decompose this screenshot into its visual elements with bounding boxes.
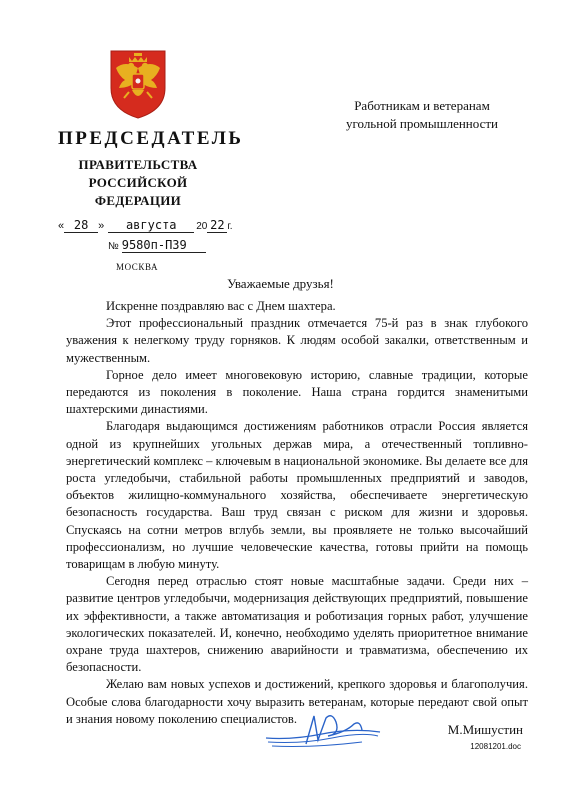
- date-year-suffix: 22: [207, 218, 227, 233]
- paragraph: Этот профессиональный праздник отмечается 75-й раз в знак глубокого уважения к нелегкому труду горняков. К людям особой закалки, ответственным и мужественным.: [66, 316, 528, 365]
- city-label: МОСКВА: [116, 262, 159, 272]
- document-number: [108, 238, 206, 253]
- document-reference: 12081201.doc: [470, 742, 521, 751]
- greeting: Уважаемые друзья!: [227, 276, 334, 291]
- letterhead-subtitle: [58, 156, 218, 210]
- handwritten-signature-icon: [262, 710, 382, 752]
- paragraph: Благодаря выдающимся достижениям работников отрасли Россия является одной из крупнейших угольных держав мира, а отечественный топливно-энергетический комплекс – ключевым в национальной экономике. Вы делаете все для роста угледобычи, стабильной работы промышленных предприятий и заводов, объектов жилищно-коммунального хозяйства, обеспечиваете энергетическую безопасность государства. Ваш труд связан с риском для жизни и здоровья. Спускаясь на сотни метров вглубь земли, вы проявляете не только высочайший профессионализм, но лучшие человеческие качества, готовы прийти на помощь товарищам в любую минуту.: [66, 419, 528, 572]
- letterhead-title: ПРЕДСЕДАТЕЛЬ: [58, 128, 244, 149]
- date-field: [58, 218, 233, 233]
- letterhead-line-2: РОССИЙСКОЙ ФЕДЕРАЦИИ: [88, 175, 188, 208]
- russian-coat-of-arms-icon: [107, 48, 169, 120]
- date-open-quote: «: [58, 220, 65, 232]
- paragraph: Горное дело имеет многовековую историю, славные традиции, которые передаются из поколения в поколение. Наша страна гордится знаменитыми шахтерскими династиями.: [66, 367, 528, 417]
- date-year-mark: г.: [227, 221, 233, 232]
- date-close-quote: »: [98, 220, 105, 232]
- number-value: 9580п-П39: [122, 238, 206, 253]
- number-label: №: [108, 241, 119, 252]
- paragraph: Желаю вам новых успехов и достижений, крепкого здоровья и благополучия. Особые слова благодарности хочу выразить ветеранам, которые передают свой опыт и знания новому поколению специалистов.: [66, 677, 528, 726]
- addressee-line-2: угольной промышленности: [345, 116, 498, 131]
- paragraph: Искренне поздравляю вас с Днем шахтера.: [106, 299, 336, 313]
- paragraph: Сегодня перед отраслью стоят новые масштабные задачи. Среди них – развитие центров угледобычи, модернизация действующих предприятий, повышение их эффективности, а также автоматизация и роботизация горных работ, улучшение экологических показателей. И, конечно, необходимо уделять приоритетное внимание охране труда шахтеров, снижению аварийности и травматизма, обеспечению их безопасности.: [66, 574, 528, 675]
- addressee-block: [322, 97, 522, 133]
- addressee-line-1: Работникам и ветеранам: [354, 98, 490, 113]
- letterhead-line-1: ПРАВИТЕЛЬСТВА: [78, 157, 198, 172]
- letter-body: [66, 298, 528, 728]
- date-year-prefix: 20: [196, 221, 208, 232]
- date-month: августа: [108, 218, 194, 233]
- date-day: 28: [64, 218, 98, 233]
- signer-name: М.Мишустин: [447, 722, 523, 737]
